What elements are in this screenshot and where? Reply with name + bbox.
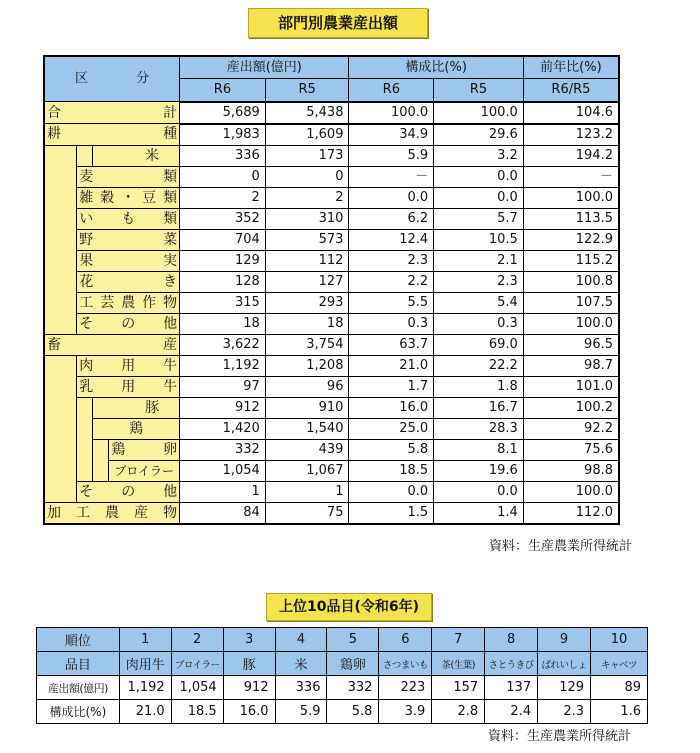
cell-composition-r6: 5.9 [349, 145, 434, 166]
cell-yoy: 104.6 [523, 102, 619, 124]
item-cell: ブロイラー [171, 652, 223, 676]
cell-yoy: 100.8 [523, 271, 619, 292]
cell-composition-r6: 5.8 [349, 439, 434, 460]
cell-composition-r5: 10.5 [434, 229, 524, 250]
cell-output-r6: 128 [180, 271, 266, 292]
yoy-header: 前年比(%) [523, 56, 619, 79]
rank-cell: 4 [275, 628, 327, 652]
indent-cell [93, 460, 109, 481]
indent-cell [77, 145, 93, 166]
cell-composition-r5: 100.0 [434, 102, 524, 124]
cell-output-r5: 75 [265, 502, 349, 524]
table-row-beef-cattle [44, 355, 619, 376]
cell-composition-r6: 34.9 [349, 124, 434, 146]
row-label-crop-other: そ の 他 [77, 313, 180, 334]
cell-yoy: 100.0 [523, 481, 619, 502]
share-cell: 1.6 [591, 700, 648, 724]
item-cell: ばれいしょ [538, 652, 591, 676]
cell-yoy: 92.2 [523, 418, 619, 439]
table-row-wheat [44, 166, 619, 187]
cell-composition-r6: 16.0 [349, 397, 434, 418]
cell-composition-r6: 6.2 [349, 208, 434, 229]
table1-source: 資料：生産農業所得統計 [489, 539, 633, 554]
row-label-livestock-other: そ の 他 [77, 481, 180, 502]
yoy-ratio-header: R6/R5 [523, 79, 619, 102]
rank-cell: 10 [591, 628, 648, 652]
cell-output-r6: 129 [180, 250, 266, 271]
cell-composition-r6: 1.7 [349, 376, 434, 397]
item-cell: さつまいも [379, 652, 432, 676]
table2-source: 資料：生産農業所得統計 [488, 729, 632, 744]
rank-cell: 8 [485, 628, 538, 652]
cell-composition-r5: 1.4 [434, 502, 524, 524]
table-row-livestock [44, 334, 619, 355]
cell-composition-r5: 29.6 [434, 124, 524, 146]
indent-cell [44, 208, 77, 229]
indent-cell [93, 439, 109, 460]
output-cell: 223 [379, 676, 432, 700]
cell-output-r6: 5,689 [180, 102, 266, 124]
indent-cell [44, 166, 77, 187]
cell-composition-r5: 28.3 [434, 418, 524, 439]
top10-table [36, 627, 648, 724]
cell-output-r6: 1,054 [180, 460, 266, 481]
cell-composition-r6: 0.3 [349, 313, 434, 334]
row-label-cultivation: 耕 種 [44, 124, 180, 146]
top10-row-outputs [37, 676, 648, 700]
cell-output-r5: 910 [265, 397, 349, 418]
output-r6-header: R6 [180, 79, 266, 102]
item-cell: 肉用牛 [119, 652, 171, 676]
indent-cell [77, 418, 93, 439]
rank-header: 順位 [37, 628, 120, 652]
row-label-rice: 米 [93, 145, 180, 166]
cell-output-r5: 1,540 [265, 418, 349, 439]
cell-composition-r6: 12.4 [349, 229, 434, 250]
row-label-industrial-crops: 工 芸 農 作 物 [77, 292, 180, 313]
table-row-processed-products [44, 502, 619, 524]
cell-output-r6: 1 [180, 481, 266, 502]
rank-cell: 6 [379, 628, 432, 652]
table-row-fruits [44, 250, 619, 271]
table-row-pigs [44, 397, 619, 418]
table-row-industrial-crops [44, 292, 619, 313]
row-label-eggs: 鶏 卵 [109, 439, 180, 460]
cell-composition-r5: 1.8 [434, 376, 524, 397]
share-cell: 2.8 [432, 700, 485, 724]
cell-output-r5: 0 [265, 166, 349, 187]
department-output-table [43, 55, 620, 525]
cell-composition-r5: 0.0 [434, 166, 524, 187]
share-cell: 2.4 [485, 700, 538, 724]
category-header: 区 分 [44, 56, 180, 102]
indent-cell [44, 418, 77, 439]
cell-composition-r5: 0.0 [434, 481, 524, 502]
cell-output-r5: 1,609 [265, 124, 349, 146]
cell-composition-r5: 19.6 [434, 460, 524, 481]
row-label-wheat: 麦 類 [77, 166, 180, 187]
cell-composition-r6: 63.7 [349, 334, 434, 355]
row-label-chickens: 鶏 [93, 418, 180, 439]
output-cell: 137 [485, 676, 538, 700]
cell-output-r5: 439 [265, 439, 349, 460]
row-label-livestock: 畜 産 [44, 334, 180, 355]
table-row-dairy-cattle [44, 376, 619, 397]
cell-output-r6: 912 [180, 397, 266, 418]
cell-output-r5: 127 [265, 271, 349, 292]
cell-composition-r5: 8.1 [434, 439, 524, 460]
rank-cell: 9 [538, 628, 591, 652]
cell-yoy: 96.5 [523, 334, 619, 355]
indent-cell [44, 187, 77, 208]
cell-composition-r6: 1.5 [349, 502, 434, 524]
cell-output-r5: 112 [265, 250, 349, 271]
row-label-broilers: ブロイラー [109, 460, 180, 481]
cell-composition-r6: 0.0 [349, 187, 434, 208]
output-cell: 89 [591, 676, 648, 700]
cell-composition-r5: 22.2 [434, 355, 524, 376]
cell-output-r6: 0 [180, 166, 266, 187]
table-row-crop-other [44, 313, 619, 334]
cell-composition-r6: 21.0 [349, 355, 434, 376]
cell-yoy: 100.2 [523, 397, 619, 418]
item-cell: 鶏卵 [327, 652, 379, 676]
cell-composition-r6: 18.5 [349, 460, 434, 481]
indent-cell [77, 439, 93, 460]
composition-r5-header: R5 [434, 79, 524, 102]
cell-output-r5: 96 [265, 376, 349, 397]
cell-output-r5: 310 [265, 208, 349, 229]
table1-title: 部門別農業産出額 [248, 8, 428, 38]
cell-output-r6: 352 [180, 208, 266, 229]
rank-cell: 7 [432, 628, 485, 652]
indent-cell [44, 439, 77, 460]
cell-yoy: 101.0 [523, 376, 619, 397]
indent-cell [44, 145, 77, 166]
cell-output-r5: 1,067 [265, 460, 349, 481]
cell-output-r5: 2 [265, 187, 349, 208]
row-label-processed-products: 加 工 農 産 物 [44, 502, 180, 524]
cell-output-r5: 573 [265, 229, 349, 250]
item-header: 品目 [37, 652, 120, 676]
indent-cell [44, 460, 77, 481]
cell-yoy: 115.2 [523, 250, 619, 271]
cell-yoy: 113.5 [523, 208, 619, 229]
cell-output-r5: 18 [265, 313, 349, 334]
row-label-vegetables: 野 菜 [77, 229, 180, 250]
cell-output-r5: 3,754 [265, 334, 349, 355]
cell-composition-r5: 3.2 [434, 145, 524, 166]
indent-cell [44, 229, 77, 250]
top10-row-ranks [37, 628, 648, 652]
output-header: 産出額(億円) [180, 56, 349, 79]
cell-output-r6: 84 [180, 502, 266, 524]
cell-composition-r6: 0.0 [349, 481, 434, 502]
cell-composition-r5: 0.0 [434, 187, 524, 208]
cell-output-r6: 332 [180, 439, 266, 460]
output-cell: 336 [275, 676, 327, 700]
indent-cell [44, 376, 77, 397]
indent-cell [77, 460, 93, 481]
composition-header: 構成比(%) [349, 56, 523, 79]
row-label-flowers: 花 き [77, 271, 180, 292]
cell-output-r6: 2 [180, 187, 266, 208]
share-cell: 2.3 [538, 700, 591, 724]
output-cell: 912 [223, 676, 275, 700]
cell-output-r6: 336 [180, 145, 266, 166]
output-r5-header: R5 [265, 79, 349, 102]
cell-output-r5: 1,208 [265, 355, 349, 376]
item-cell: 米 [275, 652, 327, 676]
table-row-flowers [44, 271, 619, 292]
indent-cell [44, 292, 77, 313]
cell-composition-r6: 25.0 [349, 418, 434, 439]
table-row-broilers [44, 460, 619, 481]
cell-composition-r6: － [349, 166, 434, 187]
cell-composition-r5: 2.1 [434, 250, 524, 271]
cell-composition-r5: 69.0 [434, 334, 524, 355]
cell-yoy: 112.0 [523, 502, 619, 524]
share-row-header: 構成比(%) [37, 700, 120, 724]
table-row-livestock-other [44, 481, 619, 502]
share-cell: 18.5 [171, 700, 223, 724]
cell-composition-r6: 2.2 [349, 271, 434, 292]
cell-composition-r5: 2.3 [434, 271, 524, 292]
cell-output-r5: 173 [265, 145, 349, 166]
cell-output-r6: 704 [180, 229, 266, 250]
output-cell: 332 [327, 676, 379, 700]
top10-row-shares [37, 700, 648, 724]
cell-composition-r5: 5.7 [434, 208, 524, 229]
indent-cell [44, 250, 77, 271]
cell-output-r5: 5,438 [265, 102, 349, 124]
item-cell: キャベツ [591, 652, 648, 676]
cell-output-r6: 18 [180, 313, 266, 334]
table-row-vegetables [44, 229, 619, 250]
output-row-header: 産出額(億円) [37, 676, 120, 700]
share-cell: 3.9 [379, 700, 432, 724]
composition-r6-header: R6 [349, 79, 434, 102]
cell-composition-r6: 5.5 [349, 292, 434, 313]
cell-output-r6: 3,622 [180, 334, 266, 355]
cell-composition-r6: 2.3 [349, 250, 434, 271]
cell-output-r5: 1 [265, 481, 349, 502]
row-label-pigs: 豚 [93, 397, 180, 418]
item-cell: 茶(生葉) [432, 652, 485, 676]
cell-output-r6: 1,983 [180, 124, 266, 146]
output-cell: 129 [538, 676, 591, 700]
table-row-grains-beans [44, 187, 619, 208]
row-label-potatoes: い も 類 [77, 208, 180, 229]
row-label-dairy-cattle: 乳 用 牛 [77, 376, 180, 397]
indent-cell [44, 397, 77, 418]
cell-yoy: 98.8 [523, 460, 619, 481]
table-row-rice [44, 145, 619, 166]
cell-composition-r5: 0.3 [434, 313, 524, 334]
table-row-potatoes [44, 208, 619, 229]
table-row-eggs [44, 439, 619, 460]
cell-output-r5: 293 [265, 292, 349, 313]
share-cell: 16.0 [223, 700, 275, 724]
table-row-cultivation [44, 124, 619, 146]
indent-cell [44, 481, 77, 502]
indent-cell [77, 397, 93, 418]
table-row-total [44, 102, 619, 124]
item-cell: 豚 [223, 652, 275, 676]
output-cell: 1,192 [119, 676, 171, 700]
cell-yoy: 75.6 [523, 439, 619, 460]
cell-yoy: 123.2 [523, 124, 619, 146]
output-cell: 157 [432, 676, 485, 700]
cell-yoy: 194.2 [523, 145, 619, 166]
row-label-total: 合 計 [44, 102, 180, 124]
table-row-chickens [44, 418, 619, 439]
cell-yoy: 122.9 [523, 229, 619, 250]
share-cell: 5.9 [275, 700, 327, 724]
cell-yoy: 100.0 [523, 313, 619, 334]
row-label-fruits: 果 実 [77, 250, 180, 271]
output-cell: 1,054 [171, 676, 223, 700]
row-label-grains-beans: 雑 穀 ・ 豆 類 [77, 187, 180, 208]
cell-yoy: 107.5 [523, 292, 619, 313]
item-cell: さとうきび [485, 652, 538, 676]
cell-yoy: 100.0 [523, 187, 619, 208]
share-cell: 5.8 [327, 700, 379, 724]
cell-output-r6: 1,420 [180, 418, 266, 439]
row-label-beef-cattle: 肉 用 牛 [77, 355, 180, 376]
cell-composition-r6: 100.0 [349, 102, 434, 124]
top10-row-items [37, 652, 648, 676]
cell-output-r6: 97 [180, 376, 266, 397]
rank-cell: 3 [223, 628, 275, 652]
cell-composition-r5: 5.4 [434, 292, 524, 313]
cell-output-r6: 1,192 [180, 355, 266, 376]
cell-composition-r5: 16.7 [434, 397, 524, 418]
cell-output-r6: 315 [180, 292, 266, 313]
rank-cell: 1 [119, 628, 171, 652]
share-cell: 21.0 [119, 700, 171, 724]
cell-yoy: 98.7 [523, 355, 619, 376]
indent-cell [44, 355, 77, 376]
rank-cell: 5 [327, 628, 379, 652]
cell-yoy: － [523, 166, 619, 187]
table2-title: 上位10品目(令和6年) [266, 593, 432, 621]
indent-cell [44, 313, 77, 334]
indent-cell [44, 271, 77, 292]
rank-cell: 2 [171, 628, 223, 652]
